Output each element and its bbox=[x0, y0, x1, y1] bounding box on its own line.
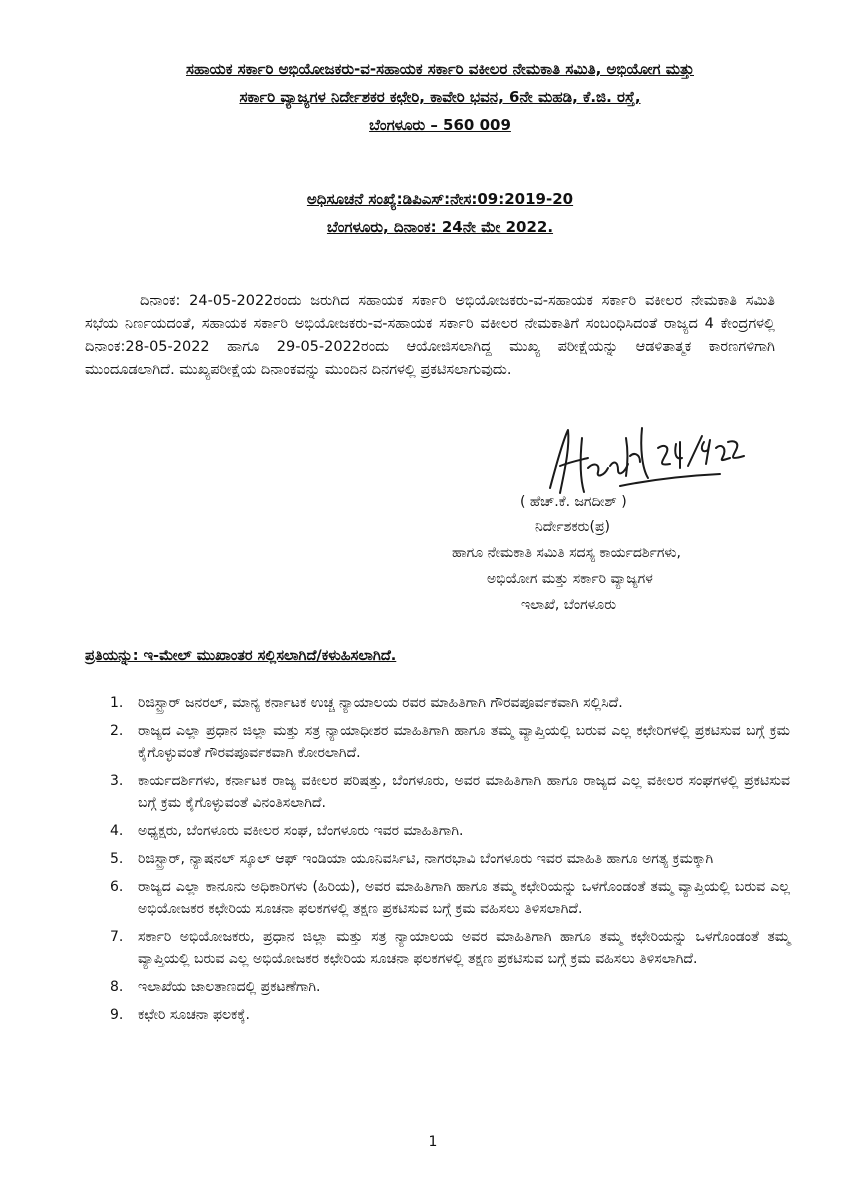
list-item-text: ಅಧ್ಯಕ್ಷರು, ಬೆಂಗಳೂರು ವಕೀಲರ ಸಂಘ, ಬೆಂಗಳೂರು ಇವರ ಮಾಹಿತಿಗಾಗಿ. bbox=[138, 823, 464, 839]
signatory-name: ( ಹೆಚ್.ಕೆ. ಜಗದೀಶ್ ) bbox=[520, 494, 627, 510]
list-item-text: ರಾಜ್ಯದ ಎಲ್ಲಾ ಕಾನೂನು ಅಧಿಕಾರಿಗಳು (ಹಿರಿಯ), ಅವರ ಮಾಹಿತಿಗಾಗಿ ಹಾಗೂ ತಮ್ಮ ಕಛೇರಿಯನ್ನು ಒಳಗೊಂಡಂತೆ ತಮ್ಮ ವ್ಯಾಪ್ತಿಯಲ್ಲಿ ಬರುವ ಎಲ್ಲ ಅಭಿಯೋಜಕರ ಕಛೇರಿಯ ಸೂಚನಾ ಫಲಕಗಳಲ್ಲಿ ತಕ್ಷಣ ಪ್ರಕಟಿಸುವ ಬಗ್ಗೆ ಕ್ರಮ ವಹಿಸಲು ತಿಳಿಸಲಾಗಿದೆ. bbox=[138, 879, 790, 917]
list-item-number: 3. bbox=[110, 773, 124, 789]
list-item bbox=[110, 770, 790, 814]
list-item-number: 7. bbox=[110, 929, 124, 945]
signatory-designation: ನಿರ್ದೇಶಕರು(ಪ್ರ) bbox=[535, 519, 611, 535]
list-item-number: 9. bbox=[110, 1007, 124, 1023]
list-item bbox=[110, 820, 790, 842]
list-item-number: 2. bbox=[110, 723, 124, 739]
list-item-text: ಇಲಾಖೆಯ ಜಾಲತಾಣದಲ್ಲಿ ಪ್ರಕಟಣೆಗಾಗಿ. bbox=[138, 979, 321, 995]
signatory-role-line-3: ಇಲಾಖೆ, ಬೆಂಗಳೂರು bbox=[521, 597, 617, 613]
list-item bbox=[110, 976, 790, 998]
signatory-role-line-1: ಹಾಗೂ ನೇಮಕಾತಿ ಸಮಿತಿ ಸದಸ್ಯ ಕಾರ್ಯದರ್ಶಿಗಳು, bbox=[452, 545, 681, 561]
list-item-text: ರಿಜಿಸ್ಟ್ರಾರ್ ಜನರಲ್, ಮಾನ್ಯ ಕರ್ನಾಟಕ ಉಚ್ಚ ನ್ಯಾಯಾಲಯ ರವರ ಮಾಹಿತಿಗಾಗಿ ಗೌರವಪೂರ್ವಕವಾಗಿ ಸಲ್ಲಿಸಿದೆ. bbox=[138, 695, 623, 711]
header-line-3: ಬೆಂಗಳೂರು – 560 009 bbox=[369, 116, 511, 134]
list-item bbox=[110, 1004, 790, 1026]
list-item-text: ರಾಜ್ಯದ ಎಲ್ಲಾ ಪ್ರಧಾನ ಜಿಲ್ಲಾ ಮತ್ತು ಸತ್ರ ನ್ಯಾಯಾಧೀಶರ ಮಾಹಿತಿಗಾಗಿ ಹಾಗೂ ತಮ್ಮ ವ್ಯಾಪ್ತಿಯಲ್ಲಿ ಬರುವ ಎಲ್ಲ ಕಛೇರಿಗಳಲ್ಲಿ ಪ್ರಕಟಿಸುವ ಬಗ್ಗೆ ಕ್ರಮ ಕೈಗೊಳ್ಳುವಂತೆ ಗೌರವಪೂರ್ವಕವಾಗಿ ಕೋರಲಾಗಿದೆ. bbox=[138, 723, 790, 761]
distribution-list bbox=[110, 692, 790, 1032]
list-item-text: ಸರ್ಕಾರಿ ಅಭಿಯೋಜಕರು, ಪ್ರಧಾನ ಜಿಲ್ಲಾ ಮತ್ತು ಸತ್ರ ನ್ಯಾಯಾಲಯ ಅವರ ಮಾಹಿತಿಗಾಗಿ ಹಾಗೂ ತಮ್ಮ ಕಛೇರಿಯನ್ನು ಒಳಗೊಂಡಂತೆ ತಮ್ಮ ವ್ಯಾಪ್ತಿಯಲ್ಲಿ ಬರುವ ಎಲ್ಲ ಅಭಿಯೋಜಕರ ಕಛೇರಿಯ ಸೂಚನಾ ಫಲಕಗಳಲ್ಲಿ ತಕ್ಷಣ ಪ್ರಕಟಿಸುವ ಬಗ್ಗೆ ಕ್ರಮ ವಹಿಸಲು ತಿಳಿಸಲಾಗಿದೆ. bbox=[138, 929, 790, 967]
list-item-number: 6. bbox=[110, 879, 124, 895]
list-item bbox=[110, 876, 790, 920]
list-item-number: 1. bbox=[110, 695, 124, 711]
header-line-1: ಸಹಾಯಕ ಸರ್ಕಾರಿ ಅಭಿಯೋಜಕರು-ವ-ಸಹಾಯಕ ಸರ್ಕಾರಿ ವಕೀಲರ ನೇಮಕಾತಿ ಸಮಿತಿ, ಅಭಿಯೋಗ ಮತ್ತು bbox=[185, 60, 694, 78]
list-item-text: ಕಛೇರಿ ಸೂಚನಾ ಫಲಕಕ್ಕೆ. bbox=[138, 1007, 250, 1023]
page-number: 1 bbox=[428, 1134, 438, 1150]
list-item-text: ಕಾರ್ಯದರ್ಶಿಗಳು, ಕರ್ನಾಟಕ ರಾಜ್ಯ ವಕೀಲರ ಪರಿಷತ್ತು, ಬೆಂಗಳೂರು, ಅವರ ಮಾಹಿತಿಗಾಗಿ ಹಾಗೂ ರಾಜ್ಯದ ಎಲ್ಲ ವಕೀಲರ ಸಂಘಗಳಲ್ಲಿ ಪ್ರಕಟಿಸುವ ಬಗ್ಗೆ ಕ್ರಮ ಕೈಗೊಳ್ಳುವಂತೆ ವಿನಂತಿಸಲಾಗಿದೆ. bbox=[138, 773, 790, 811]
header-line-2: ಸರ್ಕಾರಿ ವ್ಯಾಜ್ಯಗಳ ನಿರ್ದೇಶಕರ ಕಛೇರಿ, ಕಾವೇರಿ ಭವನ, 6ನೇ ಮಹಡಿ, ಕೆ.ಜಿ. ರಸ್ತೆ, bbox=[239, 88, 641, 106]
list-item-number: 8. bbox=[110, 979, 124, 995]
copy-to-heading: ಪ್ರತಿಯನ್ನು: ಇ-ಮೇಲ್ ಮುಖಾಂತರ ಸಲ್ಲಿಸಲಾಗಿದೆ/ಕಳುಹಿಸಲಾಗಿದೆ. bbox=[85, 648, 397, 664]
list-item bbox=[110, 692, 790, 714]
signatory-role-line-2: ಅಭಿಯೋಗ ಮತ್ತು ಸರ್ಕಾರಿ ವ್ಯಾಜ್ಯಗಳ bbox=[487, 571, 653, 587]
notification-date: ಬೆಂಗಳೂರು, ದಿನಾಂಕ: 24ನೇ ಮೇ 2022. bbox=[326, 218, 554, 236]
list-item-number: 5. bbox=[110, 851, 124, 867]
list-item bbox=[110, 926, 790, 970]
list-item-text: ರಿಜಿಸ್ಟ್ರಾರ್, ನ್ಯಾಷನಲ್ ಸ್ಕೂಲ್ ಆಫ್ ಇಂಡಿಯಾ ಯೂನಿವರ್ಸಿಟಿ, ನಾಗರಭಾವಿ ಬೆಂಗಳೂರು ಇವರ ಮಾಹಿತಿ ಹಾಗೂ ಅಗತ್ಯ ಕ್ರಮಕ್ಕಾಗಿ bbox=[138, 851, 714, 867]
list-item bbox=[110, 720, 790, 764]
body-paragraph: ದಿನಾಂಕ: 24-05-2022ರಂದು ಜರುಗಿದ ಸಹಾಯಕ ಸರ್ಕಾರಿ ಅಭಿಯೋಜಕರು-ವ-ಸಹಾಯಕ ಸರ್ಕಾರಿ ವಕೀಲರ ನೇಮಕಾತಿ ಸಮಿತಿ ಸಭೆಯ ನಿರ್ಣಯದಂತೆ, ಸಹಾಯಕ ಸರ್ಕಾರಿ ಅಭಿಯೋಜಕರು-ವ-ಸಹಾಯಕ ಸರ್ಕಾರಿ ವಕೀಲರ ನೇಮಕಾತಿಗೆ ಸಂಬಂಧಿಸಿದಂತೆ ರಾಜ್ಯದ 4 ಕೇಂದ್ರಗಳಲ್ಲಿ ದಿನಾಂಕ:28-05-2022 ಹಾಗೂ 29-05-2022ರಂದು ಆಯೋಜಿಸಲಾಗಿದ್ದ ಮುಖ್ಯ ಪರೀಕ್ಷೆಯನ್ನು ಆಡಳಿತಾತ್ಮಕ ಕಾರಣಗಳಿಗಾಗಿ ಮುಂದೂಡಲಾಗಿದೆ. ಮುಖ್ಯಪರೀಕ್ಷೆಯ ದಿನಾಂಕವನ್ನು ಮುಂದಿನ ದಿನಗಳಲ್ಲಿ ಪ್ರಕಟಿಸಲಾಗುವುದು. bbox=[85, 293, 775, 378]
list-item-number: 4. bbox=[110, 823, 124, 839]
list-item bbox=[110, 848, 790, 870]
notification-number: ಅಧಿಸೂಚನೆ ಸಂಖ್ಯೆ:ಡಿಪಿಎಸ್:ನೇಸ:09:2019-20 bbox=[306, 190, 574, 208]
